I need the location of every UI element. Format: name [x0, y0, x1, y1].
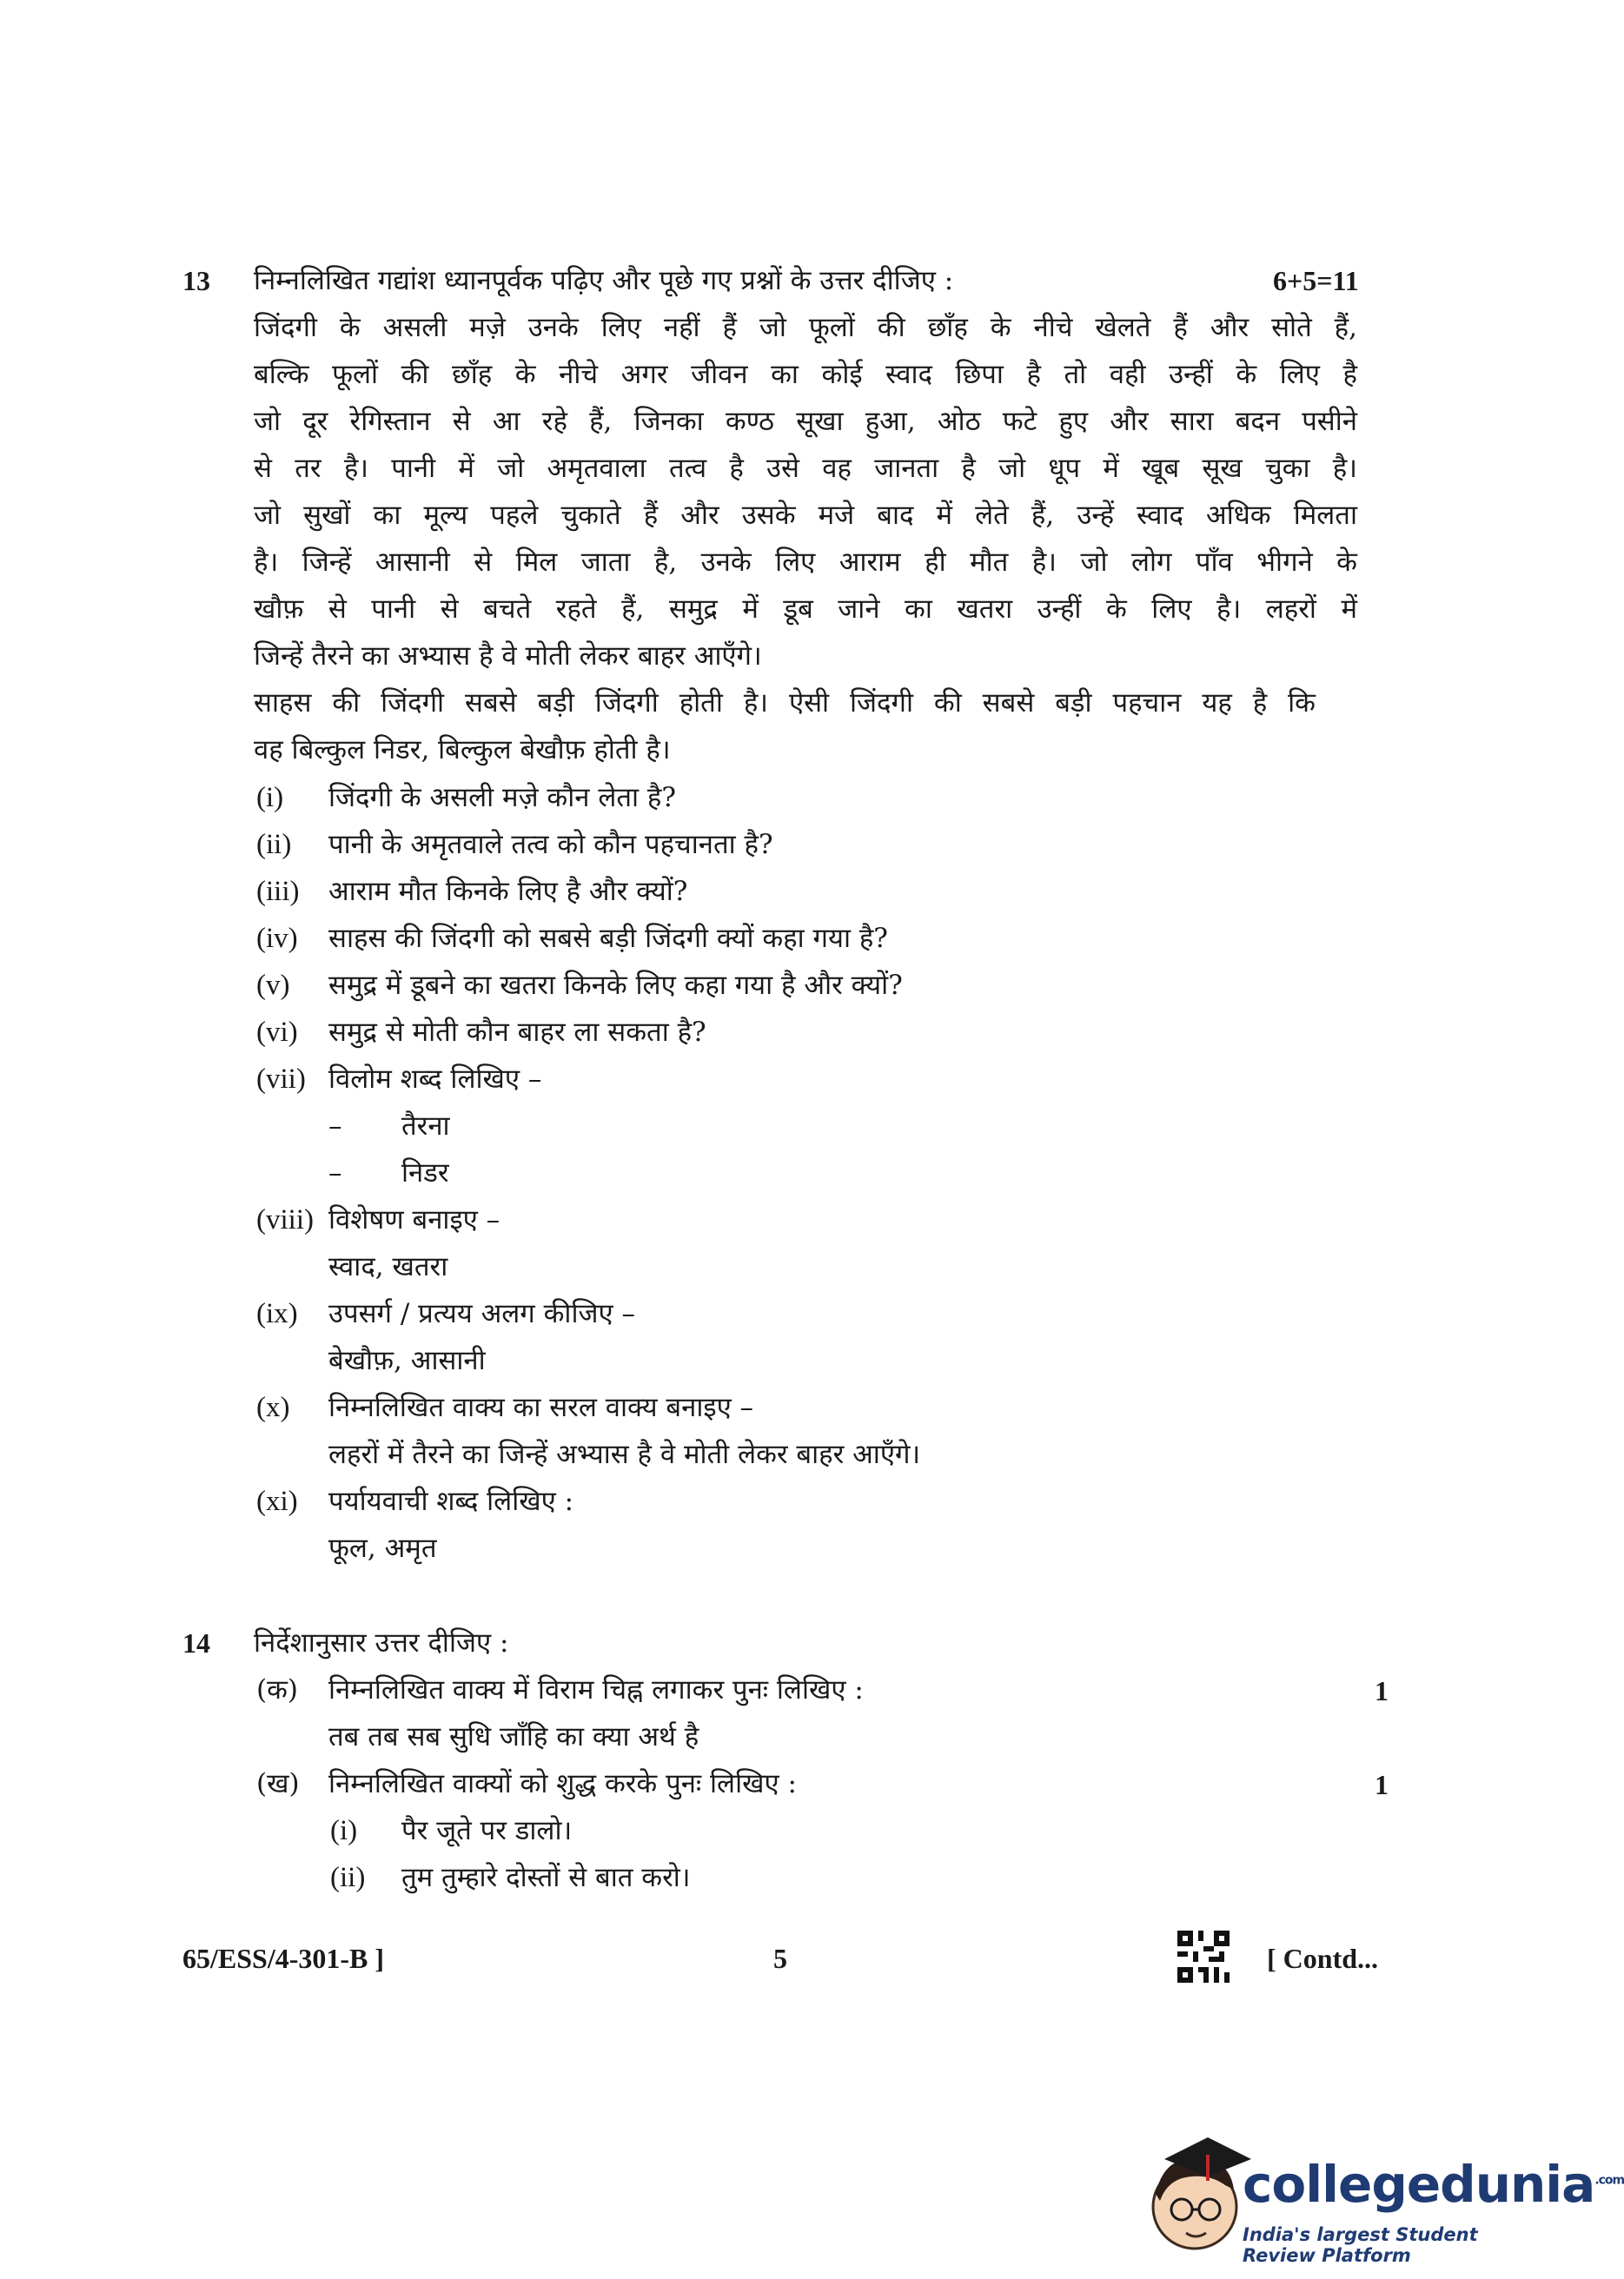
continued-label: [ Contd... — [1267, 1943, 1379, 1974]
question-number: (ii) — [256, 829, 292, 860]
antonym-item: तैरना — [401, 1110, 450, 1142]
passage-line: से तर है। पानी में जो अमृतवाला तत्व है उसे वह जानता है जो धूप में खूब सूख चुका है। — [254, 453, 1357, 484]
question-number: (ii) — [330, 1862, 366, 1893]
passage-line: खौफ़ से पानी से बचते रहते हैं, समुद्र में डूब जाने का खतरा उन्हीं के लिए है। लहरों में — [254, 593, 1357, 625]
passage-line: बल्कि फूलों की छाँह के नीचे अगर जीवन का कोई स्वाद छिपा है तो वही उन्हीं के लिए है — [254, 359, 1357, 390]
dash: – — [328, 1157, 342, 1189]
sentence-text: पैर जूते पर डालो। — [401, 1815, 573, 1846]
question-14-number: 14 — [182, 1627, 210, 1659]
sentence-text: तुम तुम्हारे दोस्तों से बात करो। — [401, 1862, 691, 1893]
question-number: (vi) — [256, 1017, 298, 1048]
question-text: समुद्र से मोती कौन बाहर ला सकता है? — [328, 1017, 706, 1048]
question-number: (v) — [256, 970, 290, 1001]
antonym-item: निडर — [401, 1157, 449, 1189]
synonym-words: फूल, अमृत — [328, 1533, 437, 1564]
brand-name: collegedunia$^{.com}$ — [1243, 2155, 1624, 2214]
brand-domain: .com — [1594, 2173, 1624, 2188]
subpart-label: (ख) — [256, 1768, 300, 1799]
question-text: पर्यायवाची शब्द लिखिए : — [328, 1486, 574, 1517]
affix-words: बेखौफ़, आसानी — [328, 1345, 486, 1376]
question-14-instruction: निर्देशानुसार उत्तर दीजिए : — [254, 1627, 509, 1659]
question-text: पानी के अमृतवाले तत्व को कौन पहचानता है? — [328, 829, 773, 860]
question-13-instruction: निम्नलिखित गद्यांश ध्यानपूर्वक पढ़िए और पूछे गए प्रश्नों के उत्तर दीजिए : — [254, 265, 954, 296]
sentence-text: तब तब सब सुधि जाँहि का क्या अर्थ है — [328, 1721, 699, 1752]
question-number: (i) — [330, 1815, 358, 1846]
dash: – — [328, 1110, 342, 1142]
question-text: समुद्र में डूबने का खतरा किनके लिए कहा गया है और क्यों? — [328, 970, 903, 1001]
subpart-text: निम्नलिखित वाक्य में विराम चिह्न लगाकर पुनः लिखिए : — [328, 1674, 864, 1706]
subpart-label: (क) — [256, 1674, 298, 1706]
question-number: (iv) — [256, 923, 298, 954]
question-text: विलोम शब्द लिखिए – — [328, 1063, 542, 1095]
passage-line: है। जिन्हें आसानी से मिल जाता है, उनके लिए आराम ही मौत है। जो लोग पाँव भीगने के — [254, 547, 1357, 578]
paper-code: 65/ESS/4-301-B ] — [182, 1943, 385, 1974]
adjective-words: स्वाद, खतरा — [328, 1251, 448, 1282]
page-number: 5 — [773, 1943, 787, 1974]
question-text: विशेषण बनाइए – — [328, 1204, 500, 1236]
sentence-text: लहरों में तैरने का जिन्हें अभ्यास है वे मोती लेकर बाहर आएँगे। — [328, 1439, 921, 1470]
qr-code-icon — [1177, 1931, 1230, 1983]
question-number: (vii) — [256, 1063, 306, 1095]
question-number: (iii) — [256, 876, 300, 907]
question-13-number: 13 — [182, 265, 210, 296]
question-number: (viii) — [256, 1204, 314, 1236]
question-text: निम्नलिखित वाक्य का सरल वाक्य बनाइए – — [328, 1392, 754, 1423]
question-text: उपसर्ग / प्रत्यय अलग कीजिए – — [328, 1298, 635, 1329]
question-number: (i) — [256, 782, 284, 813]
subpart-text: निम्नलिखित वाक्यों को शुद्ध करके पुनः लिखिए : — [328, 1768, 797, 1799]
passage-line: जो दूर रेगिस्तान से आ रहे हैं, जिनका कण्ठ सूखा हुआ, ओठ फटे हुए और सारा बदन पसीने — [254, 406, 1357, 437]
subpart-marks: 1 — [1375, 1675, 1389, 1706]
question-number: (x) — [256, 1392, 290, 1423]
passage-line: जिन्हें तैरने का अभ्यास है वे मोती लेकर बाहर आएँगे। — [254, 640, 762, 672]
brand-tagline: India's largest Student Review Platform — [1243, 2224, 1478, 2266]
question-text: जिंदगी के असली मज़े कौन लेता है? — [328, 782, 676, 813]
question-text: आराम मौत किनके लिए है और क्यों? — [328, 876, 688, 907]
passage-line: जो सुखों का मूल्य पहले चुकाते हैं और उसके मजे बाद में लेते हैं, उन्हें स्वाद अधिक मिलता — [254, 500, 1357, 531]
question-number: (xi) — [256, 1486, 298, 1517]
question-text: साहस की जिंदगी को सबसे बड़ी जिंदगी क्यों कहा गया है? — [328, 923, 888, 954]
passage-line: वह बिल्कुल निडर, बिल्कुल बेखौफ़ होती है। — [254, 734, 671, 765]
passage-line: जिंदगी के असली मज़े उनके लिए नहीं हैं जो फूलों की छाँह के नीचे खेलते हैं और सोते हैं, — [254, 312, 1357, 343]
question-13-marks: 6+5=11 — [1273, 265, 1359, 296]
subpart-marks: 1 — [1375, 1769, 1389, 1800]
passage-line: साहस की जिंदगी सबसे बड़ी जिंदगी होती है। ऐसी जिंदगी की सबसे बड़ी पहचान यह है कि — [254, 687, 1316, 719]
question-number: (ix) — [256, 1298, 298, 1329]
